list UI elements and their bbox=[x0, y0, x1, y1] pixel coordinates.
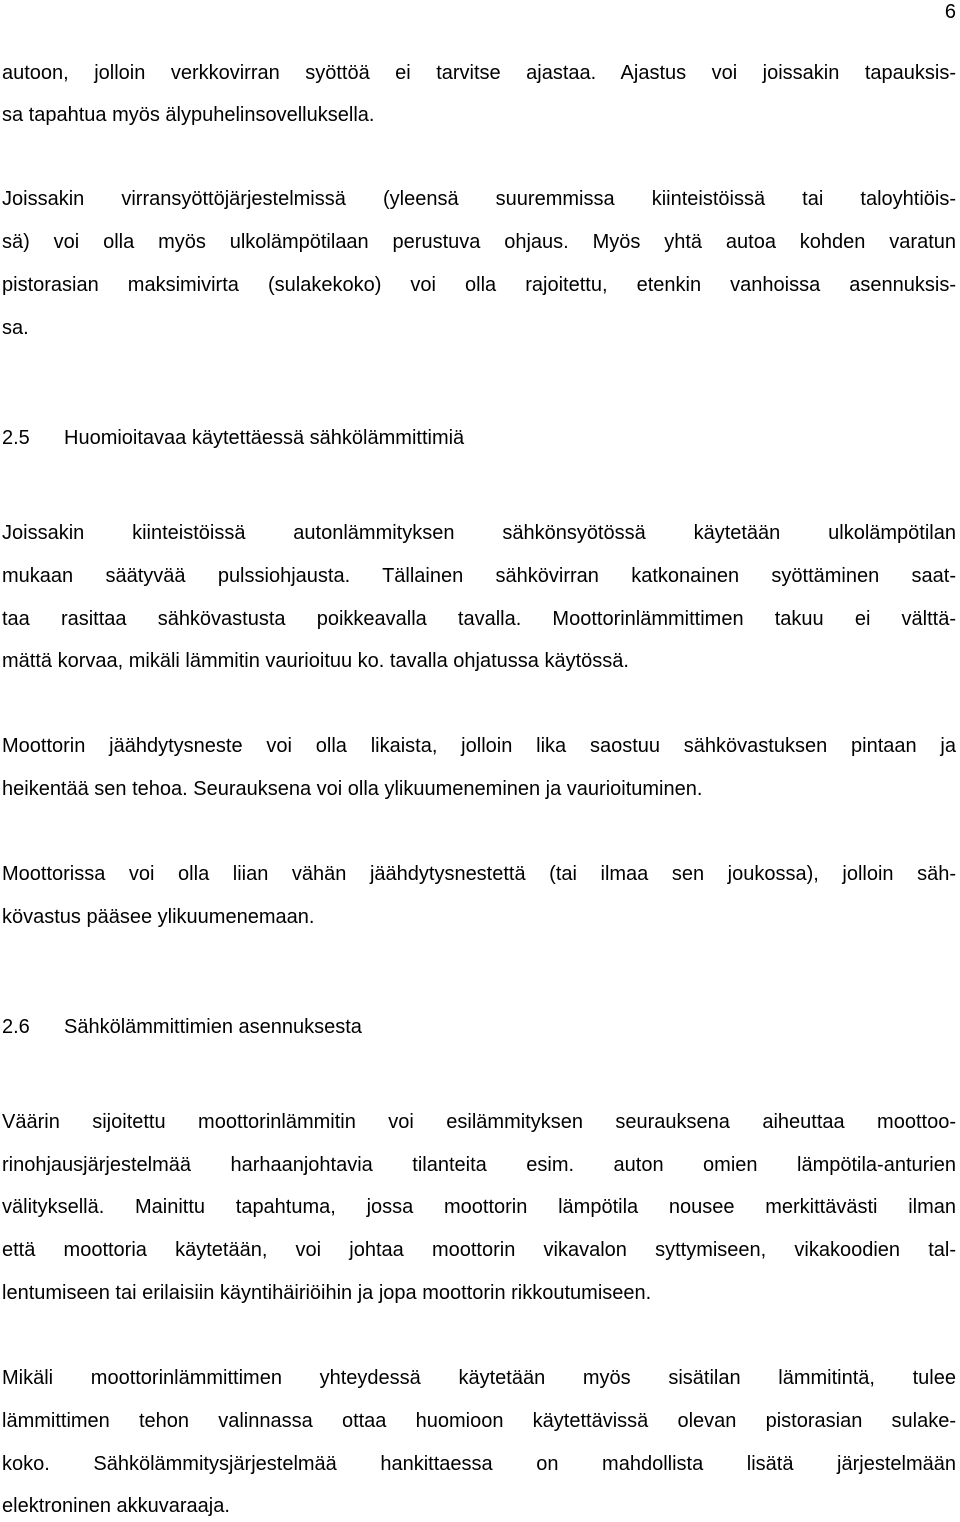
text-line: autoon, jolloin verkkovirran syöttöä ei tarvitse ajastaa. Ajastus voi joissakin tapauksis- bbox=[2, 62, 956, 84]
text-line: sa. bbox=[2, 317, 29, 339]
text-line: pistorasian maksimivirta (sulakekoko) voi olla rajoitettu, etenkin vanhoissa asennuksis- bbox=[2, 274, 956, 296]
section-number: 2.5 bbox=[2, 427, 30, 449]
text-line: sä) voi olla myös ulkolämpötilaan perustuva ohjaus. Myös yhtä autoa kohden varatun bbox=[2, 231, 956, 253]
text-line: taa rasittaa sähkövastusta poikkeavalla tavalla. Moottorinlämmittimen takuu ei välttä- bbox=[2, 608, 956, 630]
text-line: kövastus pääsee ylikuumenemaan. bbox=[2, 906, 315, 928]
text-line: heikentää sen tehoa. Seurauksena voi olla ylikuumeneminen ja vaurioituminen. bbox=[2, 778, 703, 800]
text-line: mukaan säätyvää pulssiohjausta. Tällainen sähkövirran katkonainen syöttäminen saat- bbox=[2, 565, 956, 587]
section-number: 2.6 bbox=[2, 1016, 30, 1038]
text-line: Joissakin kiinteistöissä autonlämmityksen sähkönsyötössä käytetään ulkolämpötilan bbox=[2, 522, 956, 544]
section-heading bbox=[2, 425, 956, 451]
text-line: lämmittimen tehon valinnassa ottaa huomioon käytettävissä olevan pistorasian sulake- bbox=[2, 1410, 956, 1432]
text-line: rinohjausjärjestelmää harhaanjohtavia tilanteita esim. auton omien lämpötila-anturien bbox=[2, 1154, 956, 1176]
text-line: Väärin sijoitettu moottorinlämmitin voi esilämmityksen seurauksena aiheuttaa moottoo- bbox=[2, 1111, 956, 1133]
text-line: elektroninen akkuvaraaja. bbox=[2, 1495, 230, 1517]
text-line: koko. Sähkölämmitysjärjestelmää hankittaessa on mahdollista lisätä järjestelmään bbox=[2, 1453, 956, 1475]
section-title: Sähkölämmittimien asennuksesta bbox=[64, 1016, 362, 1038]
text-line: lentumiseen tai erilaisiin käyntihäiriöihin ja jopa moottorin rikkoutumiseen. bbox=[2, 1282, 652, 1304]
text-line: Moottorin jäähdytysneste voi olla likaista, jolloin lika saostuu sähkövastuksen pintaan ja bbox=[2, 735, 956, 757]
section-title: Huomioitavaa käytettäessä sähkölämmittimiä bbox=[64, 427, 465, 449]
text-line: Mikäli moottorinlämmittimen yhteydessä käytetään myös sisätilan lämmitintä, tulee bbox=[2, 1367, 956, 1389]
text-line: mättä korvaa, mikäli lämmitin vaurioituu ko. tavalla ohjatussa käytössä. bbox=[2, 650, 629, 672]
text-line: Joissakin virransyöttöjärjestelmissä (yleensä suuremmissa kiinteistöissä tai taloyhtiöis- bbox=[2, 188, 956, 210]
text-line: sa tapahtua myös älypuhelinsovelluksella. bbox=[2, 104, 375, 126]
text-line: että moottoria käytetään, voi johtaa moottorin vikavalon syttymiseen, vikakoodien tal- bbox=[2, 1239, 956, 1261]
page-number: 6 bbox=[944, 1, 956, 23]
text-line: välityksellä. Mainittu tapahtuma, jossa moottorin lämpötila nousee merkittävästi ilman bbox=[2, 1196, 956, 1218]
section-heading bbox=[2, 1014, 956, 1040]
text-line: Moottorissa voi olla liian vähän jäähdytysnestettä (tai ilmaa sen joukossa), jolloin säh- bbox=[2, 863, 956, 885]
